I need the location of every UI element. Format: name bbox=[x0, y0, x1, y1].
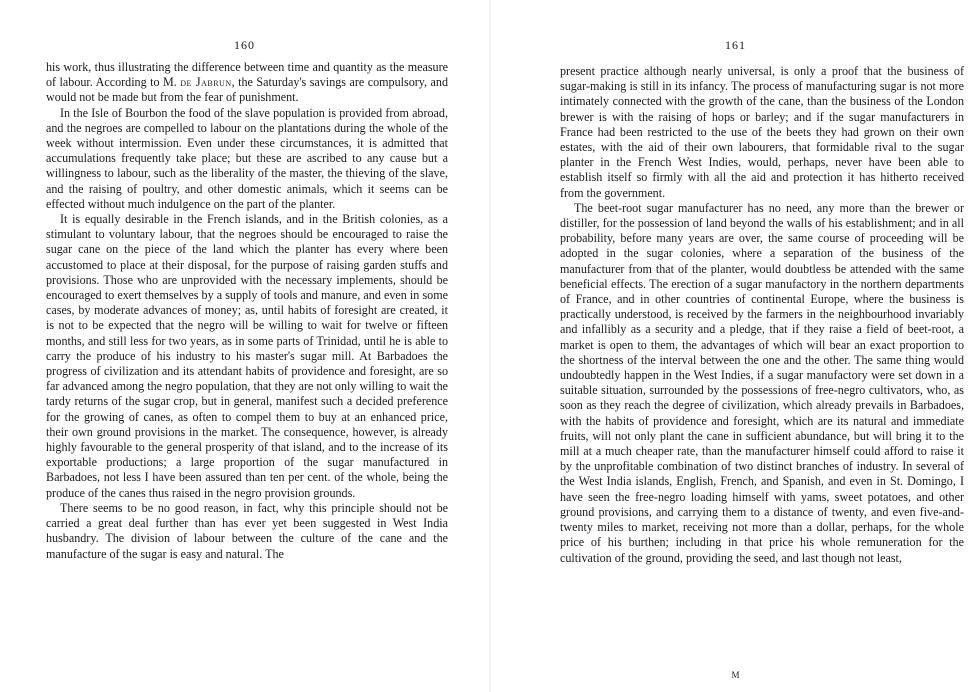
author-name: de Jabrun bbox=[180, 75, 232, 90]
right-page bbox=[491, 0, 980, 692]
paragraph: There seems to be no good reason, in fact, why this principle should not be carried a great deal further than has ever yet been suggested in West India husbandry. The division of labour between the culture of the cane and the manufacture of the sugar is easy and natural. The bbox=[46, 500, 448, 561]
page-body bbox=[46, 60, 448, 562]
page-number: 160 bbox=[234, 38, 255, 52]
left-page bbox=[0, 0, 489, 692]
paragraph bbox=[46, 60, 448, 106]
paragraph-text: , the Saturday's savings are compulsory, and would not be made but from the fear of punishment. bbox=[46, 75, 448, 105]
paragraph: In the Isle of Bourbon the food of the slave population is provided from abroad, and the negroes are compelled to labour on the plantations during the whole of the week without intermission. Even under these circumstances, it is admitted that accumulations frequently take place; but these are ascribed to any cause but a willingness to labour, such as the liberality of the master, the thieving of the slave, and the raising of poultry, and other domestic animals, which it seems can be effected without much indulgence on the part of the planter. bbox=[46, 105, 448, 211]
paragraph: present practice although nearly universal, is only a proof that the business of sugar-making is still in its infancy. The process of manufacturing sugar is not more intimately connected with the growth of the cane, than the business of the London brewer is with the raising of hops or barley; and if the sugar manufacturers in France had been restricted to the use of the beets they had grown on their own estates, with the aid of their own labourers, that formidable rival to the sugar planter in the French West Indies, would, perhaps, never have been able to establish itself so firmly with all the aid and protection it has hitherto received from the government. bbox=[560, 64, 964, 200]
page-number: 161 bbox=[725, 38, 746, 52]
paragraph: It is equally desirable in the French islands, and in the British colonies, as a stimulant to voluntary labour, that the negroes should be encouraged to raise the sugar cane on the piece of the land which the planter has every where been accustomed to place at their disposal, for the purpose of raising garden stuffs and provisions. Those who are unprovided with the necessary implements, should be encouraged to exert themselves by a supply of tools and manure, and even in some cases, by moderate advances of money; as, until habits of foresight are created, it is not to be expected that the negro will be willing to wait for twelve or fifteen months, and still less for two years, as in some parts of Trinidad, until he is able to carry the produce of his industry to his master's sugar mill. At Barbadoes the progress of civilization and its attendant habits of providence and foresight, are so far advanced among the negro population, that they are not only willing to wait the tardy returns of the sugar crop, but in general, manifest such a decided preference for the growing of canes, as often to compel them to buy at an enhanced price, their own ground provisions in the market. The consequence, however, is already highly favourable to the general prosperity of that island, and to the increase of its exportable productions; a large proportion of the sugar manufactured in Barbadoes, not less I have been assured than ten per cent. of the whole, being the produce of the canes thus raised in the negro provision grounds. bbox=[46, 212, 448, 500]
page-body bbox=[560, 64, 964, 566]
paragraph: The beet-root sugar manufacturer has no need, any more than the brewer or distiller, for the possession of land beyond the walls of his establishment; and in all probability, before many years are over, the same course of proceeding will be adopted in the sugar colonies, where a separation of the business of the manufacturer from that of the planter, would doubtless be attended with the same beneficial effects. The erection of a sugar manufactory in the northern departments of France, and in other countries of continental Europe, where the business is practically understood, is received by the farmers in the neighbourhood invariably and infallibly as a security and a pledge, that if they raise a field of beet-root, a market is open to them, the advantages of which will bear an exact proportion to the shortness of the interval between the one and the other. The same thing would undoubtedly happen in the West Indies, if a sugar manufactory were set down in a suitable situation, surrounded by the possessions of free-negro cultivators, who, as soon as they reach the degree of civilization, which already prevails in Barbadoes, with the habits of providence and foresight, which are its natural and immediate fruits, will not only plant the cane in sufficient abundance, but will bring it to the mill at a much cheaper rate, than the manufacturer himself could afford to raise it by the unprofitable combination of two distinct branches of industry. In several of the West India islands, English, French, and Spanish, and even in St. Domingo, I have seen the free-negro loading himself with yams, sweet potatoes, and other ground provisions, and carrying them to a distance of twenty, and even five-and-twenty miles to market, receiving not more than a dollar, perhaps, for the whole price of his burthen; including in that price his whole remuneration for the cultivation of the ground, providing the seed, and last though not least, bbox=[560, 200, 964, 565]
signature-mark: M bbox=[731, 670, 740, 680]
paragraph-text: his work, thus illustrating the difference between time and quantity as the measure of labour. According to M. bbox=[46, 60, 448, 90]
